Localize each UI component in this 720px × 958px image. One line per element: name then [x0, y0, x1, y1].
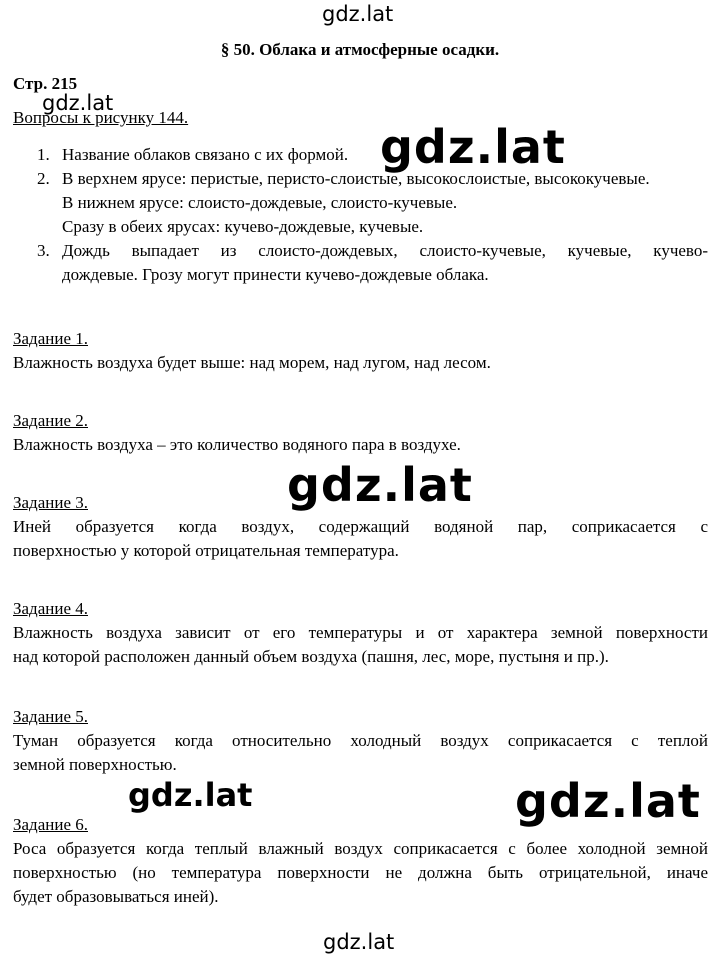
task-heading: Задание 6. [13, 815, 88, 834]
task-heading: Задание 1. [13, 329, 88, 348]
question-line: дождевые. Грозу могут принести кучево-дождевые облака. [62, 265, 489, 284]
task-heading: Задание 3. [13, 493, 88, 512]
task-text: Туман образуется когда относительно холодный воздух соприкасается с теплой [13, 731, 708, 750]
page-reference: Стр. 215 [13, 74, 78, 93]
question-line: Название облаков связано с их формой. [62, 145, 349, 164]
watermark-big-1: gdz.lat [380, 120, 566, 174]
watermark-big-3: gdz.lat [515, 774, 701, 828]
watermark-top: gdz.lat [322, 2, 394, 26]
watermark-big-2: gdz.lat [287, 458, 473, 512]
question-line: В верхнем ярусе: перистые, перисто-слоистые, высокослоистые, высококучевые. [62, 169, 650, 188]
watermark-mid-left: gdz.lat [128, 776, 253, 814]
questions-heading: Вопросы к рисунку 144. [13, 108, 189, 127]
question-line: Дождь выпадает из слоисто-дождевых, слоисто-кучевые, кучевые, кучево- [62, 241, 708, 260]
question-number: 3. [37, 241, 50, 260]
task-heading: Задание 5. [13, 707, 88, 726]
task-text: земной поверхностью. [13, 755, 177, 774]
task-text: Иней образуется когда воздух, содержащий водяной пар, соприкасается с [13, 517, 708, 536]
watermark-small-left: gdz.lat [42, 91, 114, 115]
task-text: Влажность воздуха – это количество водяного пара в воздухе. [13, 435, 461, 454]
task-text: поверхностью (но температура поверхности не должна быть отрицательной, иначе [13, 863, 708, 882]
question-number: 1. [37, 145, 50, 164]
task-text: поверхностью у которой отрицательная температура. [13, 541, 399, 560]
task-text: Влажность воздуха зависит от его температуры и от характера земной поверхности [13, 623, 708, 642]
watermark-bottom: gdz.lat [323, 930, 395, 954]
question-line: Сразу в обеих ярусах: кучево-дождевые, кучевые. [62, 217, 424, 236]
question-number: 2. [37, 169, 50, 188]
task-text: Роса образуется когда теплый влажный воздух соприкасается с более холодной земной [13, 839, 708, 858]
task-heading: Задание 2. [13, 411, 88, 430]
task-text: Влажность воздуха будет выше: над морем, над лугом, над лесом. [13, 353, 491, 372]
task-text: над которой расположен данный объем воздуха (пашня, лес, море, пустыня и пр.). [13, 647, 609, 666]
task-heading: Задание 4. [13, 599, 88, 618]
section-title: § 50. Облака и атмосферные осадки. [220, 40, 500, 59]
question-line: В нижнем ярусе: слоисто-дождевые, слоисто-кучевые. [62, 193, 458, 212]
task-text: будет образовываться иней). [13, 887, 219, 906]
